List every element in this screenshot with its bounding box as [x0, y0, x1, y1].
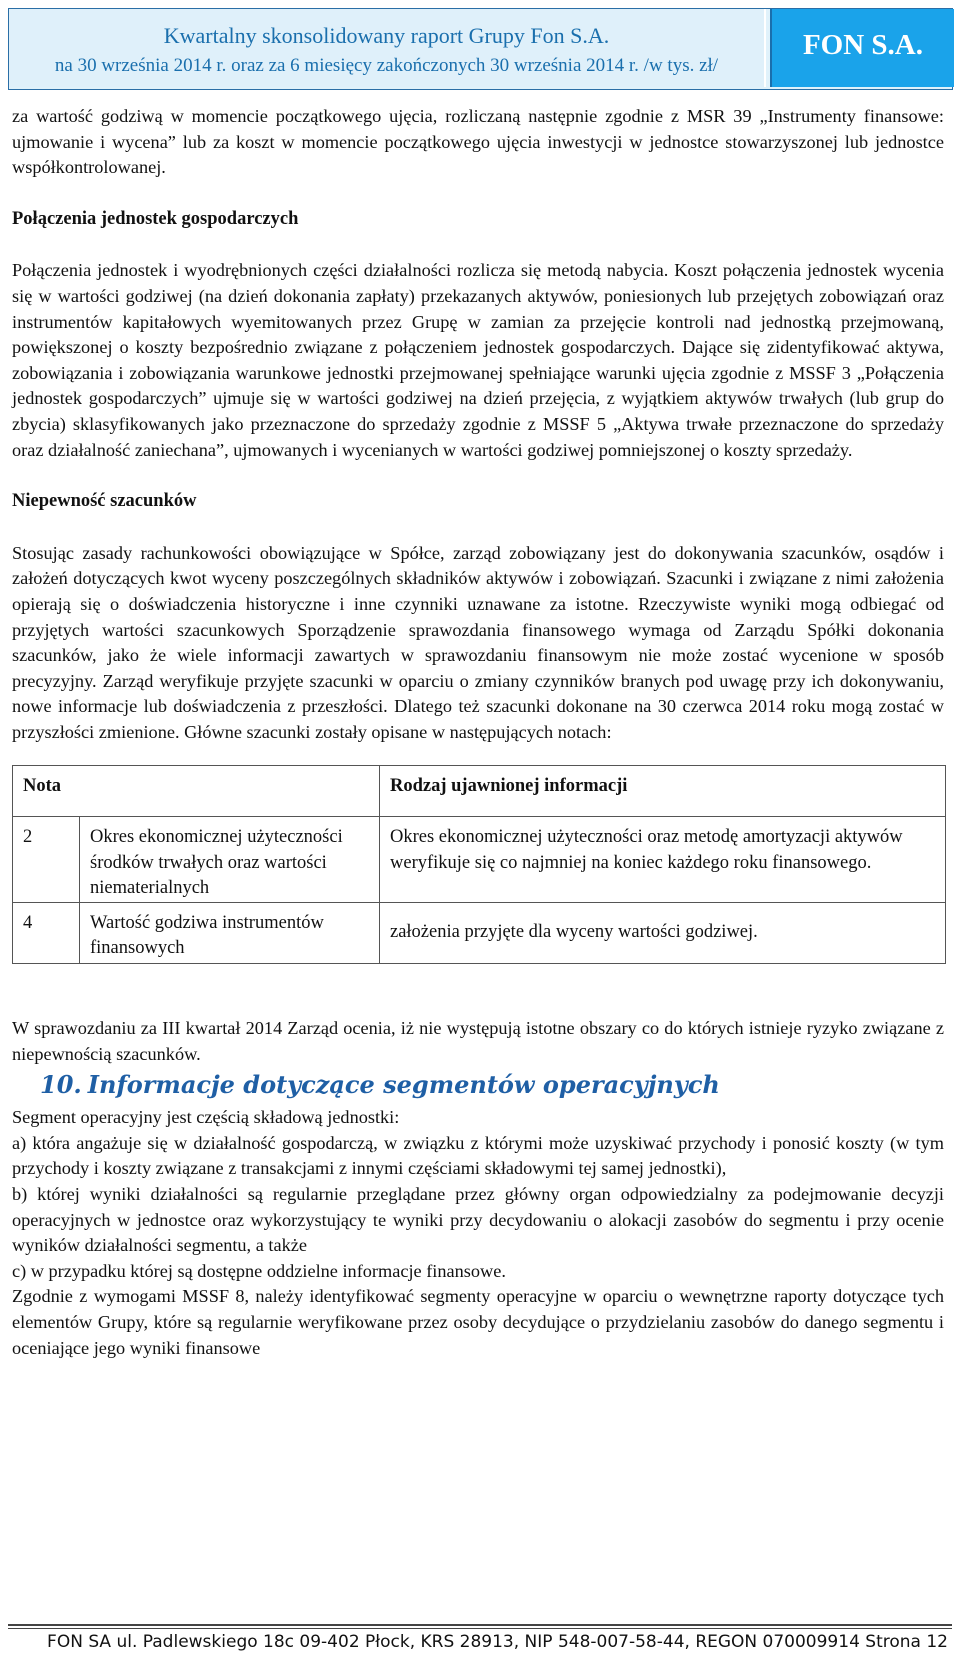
- section-10-heading: [40, 1071, 944, 1099]
- report-header: [8, 8, 953, 90]
- table-cell-item: Wartość godziwa instrumentów finansowych: [80, 902, 380, 963]
- table-cell-nota: 4: [13, 902, 80, 963]
- segment-line: Zgodnie z wymogami MSSF 8, należy identyfikować segmenty operacyjne w oparciu o wewnętrzne raporty dotyczące tych elementów Grupy, które są regularnie weryfikowane przez osoby decydujące o przydzielaniu zasobów do danego segmentu i oceniające jego wyniki finansowe: [12, 1286, 944, 1358]
- segment-line: a) która angażuje się w działalność gospodarczą, w związku z którymi może uzyskiwać przychody i ponosić koszty (w tym przychody i koszty związane z transakcjami z innymi częściami składowymi tej samej jednostki),: [12, 1132, 944, 1179]
- table-row: [13, 817, 946, 903]
- report-title: Kwartalny skonsolidowany raport Grupy Fon S.A.: [163, 23, 610, 48]
- brand-panel: [770, 9, 954, 87]
- section-number: 10.: [40, 1070, 82, 1100]
- table-cell-info: założenia przyjęte dla wyceny wartości godziwej.: [380, 902, 946, 963]
- table-row: [13, 902, 946, 963]
- estimates-table: [12, 765, 946, 964]
- heading-estimates: Niepewność szacunków: [12, 491, 197, 512]
- footer-divider: [8, 1624, 952, 1626]
- q3-note-paragraph: W sprawozdaniu za III kwartał 2014 Zarząd ocenia, iż nie występują istotne obszary co do których istnieje ryzyko związane z niepewnością szacunków.: [12, 1017, 944, 1064]
- document-body: [12, 104, 944, 1361]
- segment-line: c) w przypadku której są dostępne oddzielne informacje finansowe.: [12, 1260, 506, 1281]
- table-header-info: Rodzaj ujawnionej informacji: [380, 766, 946, 817]
- table-cell-item: Okres ekonomicznej użyteczności środków trwałych oraz wartości niematerialnych: [80, 817, 380, 903]
- page-footer: FON SA ul. Padlewskiego 18c 09-402 Płock, KRS 28913, NIP 548-007-58-44, REGON 070009914 Strona 12: [47, 1632, 948, 1652]
- table-header-row: [13, 766, 946, 817]
- table-header-nota: Nota: [13, 766, 380, 817]
- table-cell-info: Okres ekonomicznej użyteczności oraz metodę amortyzacji aktywów weryfikuje się co najmniej na koniec każdego roku finansowego.: [380, 817, 946, 903]
- header-title-panel: [9, 9, 766, 87]
- segment-line: b) której wyniki działalności są regularnie przeglądane przez główny organ odpowiedzialny za podejmowanie decyzji operacyjnych w jednostce oraz wykorzystujący te wyniki przy decydowaniu o alokacji zasobów do segmentu i przy ocenie wyników działalności segmentu, a także: [12, 1183, 944, 1256]
- section-title: Informacje dotyczące segmentów operacyjnych: [87, 1070, 720, 1100]
- estimates-paragraph: Stosując zasady rachunkowości obowiązujące w Spółce, zarząd zobowiązany jest do dokonywania szacunków, osądów i założeń dotyczących kwot wyceny poszczególnych składników aktywów i zobowiązań. Szacunki i związane z nimi założenia opierają się o doświadczenia historyczne i inne czynniki uznawane za istotne. Rzeczywiste wyniki mogą odbiegać od przyjętych wartości szacunkowych Sporządzenie sprawozdania finansowego wymaga od Zarządu Spółki dokonania szacunków, jako że wiele informacji zawartych w sprawozdaniu finansowym nie może zostać wycenione w sposób precyzyjny. Zarząd weryfikuje przyjęte szacunki w oparciu o zmiany czynników branych pod uwagę przy ich dokonywaniu, nowe informacje lub doświadczenia z przeszłości. Dlatego też szacunki dokonane na 30 czerwca 2014 roku mogą zostać w przyszłości zmienione. Główne szacunki zostały opisane w następujących notach:: [12, 542, 944, 742]
- intro-paragraph: za wartość godziwą w momencie początkowego ujęcia, rozliczaną następnie zgodnie z MSR 39 „Instrumenty finansowe: ujmowanie i wycena” lub za koszt w momencie początkowego ujęcia inwestycji w jednostce stowarzyszonej lub jednostce współkontrolowanej.: [12, 106, 944, 178]
- segment-line: Segment operacyjny jest częścią składową jednostki:: [12, 1107, 400, 1128]
- report-subtitle: na 30 września 2014 r. oraz za 6 miesięcy zakończonych 30 września 2014 r. /w tys. zł/: [54, 55, 719, 76]
- heading-business-combinations: Połączenia jednostek gospodarczych: [12, 208, 299, 229]
- business-combinations-paragraph: Połączenia jednostek i wyodrębnionych części działalności rozlicza się metodą nabycia. Koszt połączenia jednostek wycenia się w wartości godziwej (na dzień dokonania zapłaty) przekazanych aktywów, poniesionych lub przejętych zobowiązań oraz instrumentów kapitałowych wyemitowanych przez Grupę w zamian za przejęcie kontroli nad jednostką przejmowaną, powiększonej o koszty bezpośrednio związane z połączeniem jednostek gospodarczych. Dające się zidentyfikować aktywa, zobowiązania i zobowiązania warunkowe jednostki przejmowanej spełniające warunki ujęcia zgodnie z MSSF 3 „Połączenia jednostek gospodarczych” ujmuje się w wartości godziwej na dzień przejęcia, z wyjątkiem aktywów trwałych (lub grup do zbycia) sklasyfikowanych jako przeznaczone do sprzedaży zgodnie z MSSF 5 „Aktywa trwałe przeznaczone do sprzedaży oraz działalność zaniechana”, ujmowanych i wycenianych w wartości godziwej pomniejszonej o koszty sprzedaży.: [12, 260, 944, 460]
- table-cell-nota: 2: [13, 817, 80, 903]
- brand-logo-text: FON S.A.: [802, 29, 924, 61]
- footer-divider: [8, 1628, 952, 1629]
